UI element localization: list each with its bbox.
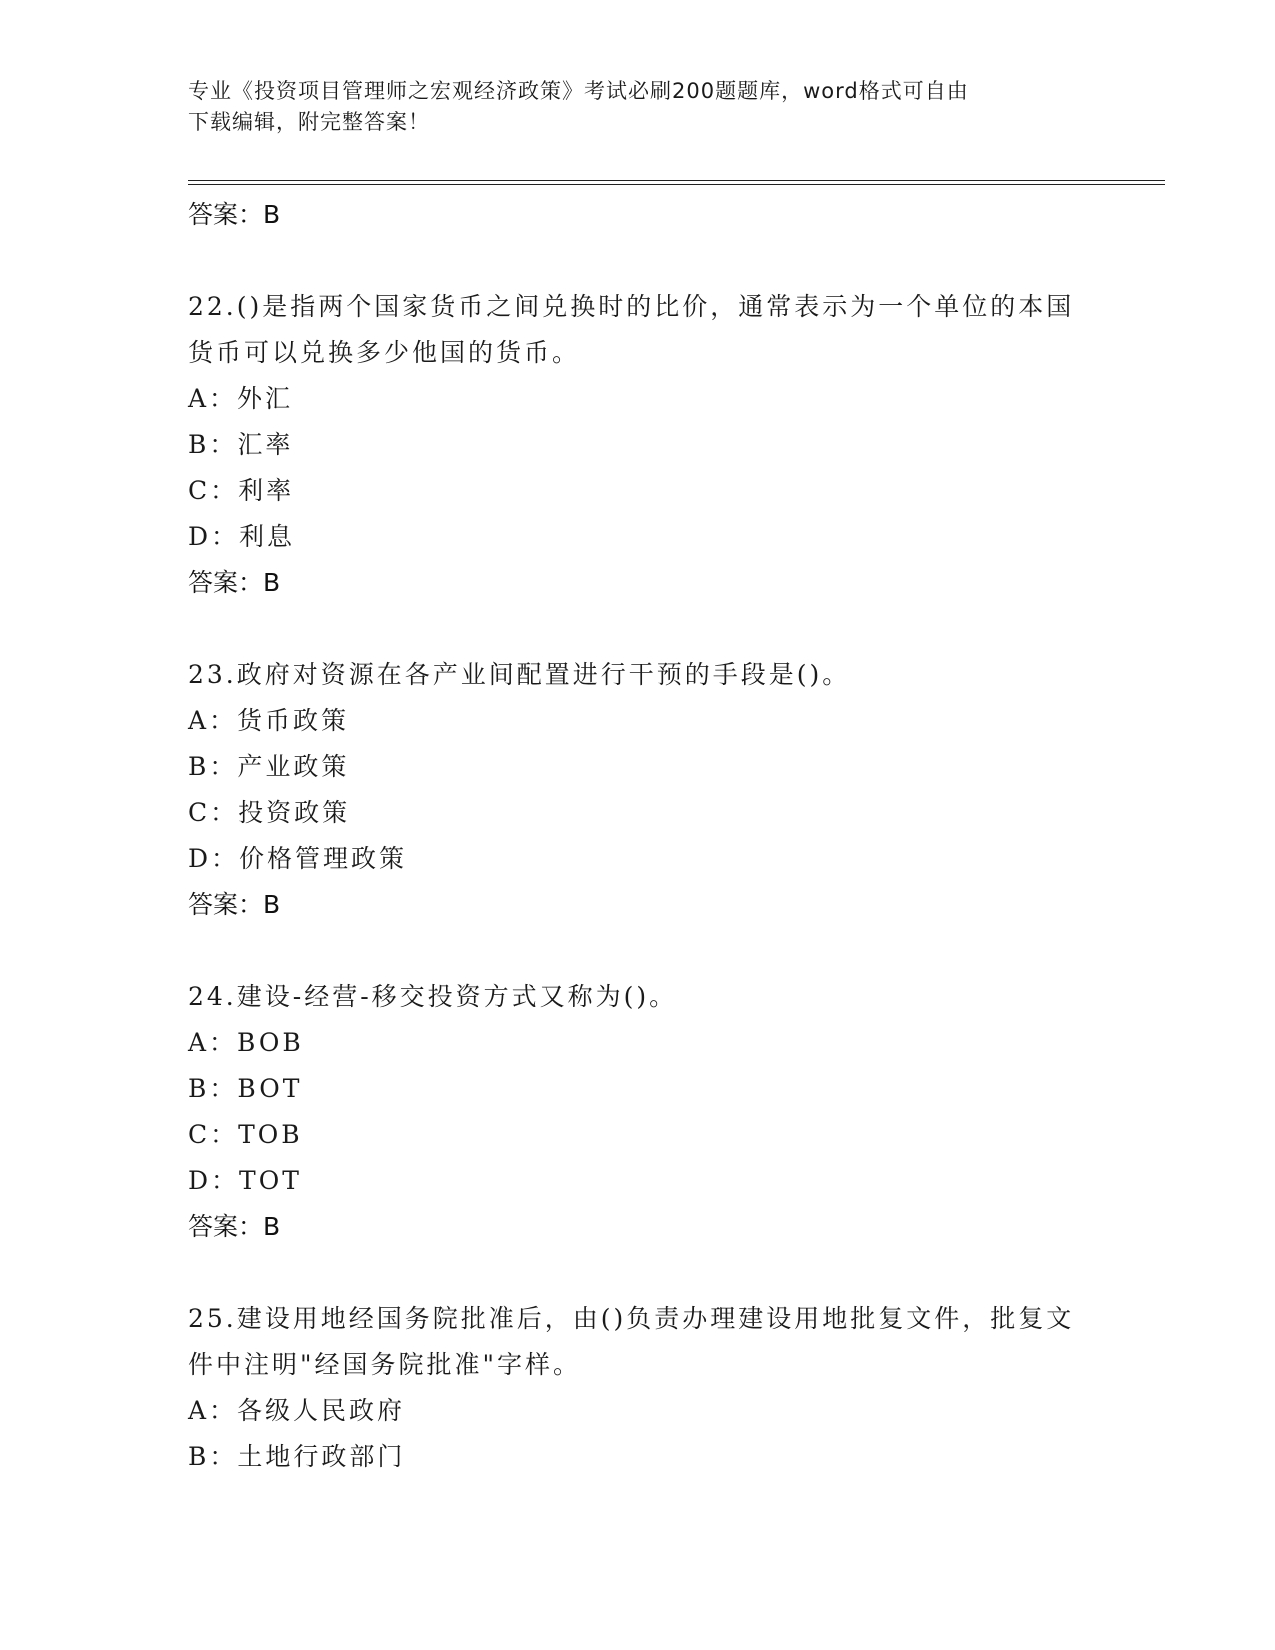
option-c: C：投资政策: [188, 798, 351, 827]
question-block-24: [188, 974, 1088, 1250]
answer-line: 答案：B: [188, 568, 281, 597]
question-text: 25.建设用地经国务院批准后，由()负责办理建设用地批复文件，批复文件中注明"经国务院批准"字样。: [188, 1304, 1075, 1379]
question-list: [188, 192, 1088, 1480]
option-c: C：TOB: [188, 1120, 303, 1149]
document-header: [188, 76, 1088, 138]
header-rule-bottom: [188, 184, 1165, 185]
question-text: 23.政府对资源在各产业间配置进行干预的手段是()。: [188, 660, 851, 689]
question-block-23: [188, 652, 1088, 928]
option-b: B：土地行政部门: [188, 1442, 406, 1471]
option-c: C：利率: [188, 476, 295, 505]
answer-line: 答案：B: [188, 890, 281, 919]
header-line-1: 专业《投资项目管理师之宏观经济政策》考试必刷200题题库，word格式可自由: [188, 79, 969, 103]
option-d: D：价格管理政策: [188, 844, 408, 873]
answer-line: 答案：B: [188, 200, 281, 229]
question-block-22: [188, 284, 1088, 606]
answer-line: 答案：B: [188, 1212, 281, 1241]
header-line-2: 下载编辑，附完整答案！: [188, 110, 430, 134]
option-b: B：产业政策: [188, 752, 350, 781]
question-text: 22.()是指两个国家货币之间兑换时的比价，通常表示为一个单位的本国货币可以兑换多少他国的货币。: [188, 292, 1075, 367]
option-d: D：利息: [188, 522, 296, 551]
option-a: A：货币政策: [188, 706, 350, 735]
option-b: B：BOT: [188, 1074, 303, 1103]
question-block-25: [188, 1296, 1088, 1480]
option-a: A：各级人民政府: [188, 1396, 406, 1425]
option-a: A：BOB: [188, 1028, 304, 1057]
question-text: 24.建设-经营-移交投资方式又称为()。: [188, 982, 678, 1011]
option-d: D：TOT: [188, 1166, 302, 1195]
header-rule-top: [188, 180, 1165, 181]
option-b: B：汇率: [188, 430, 294, 459]
option-a: A：外汇: [188, 384, 294, 413]
